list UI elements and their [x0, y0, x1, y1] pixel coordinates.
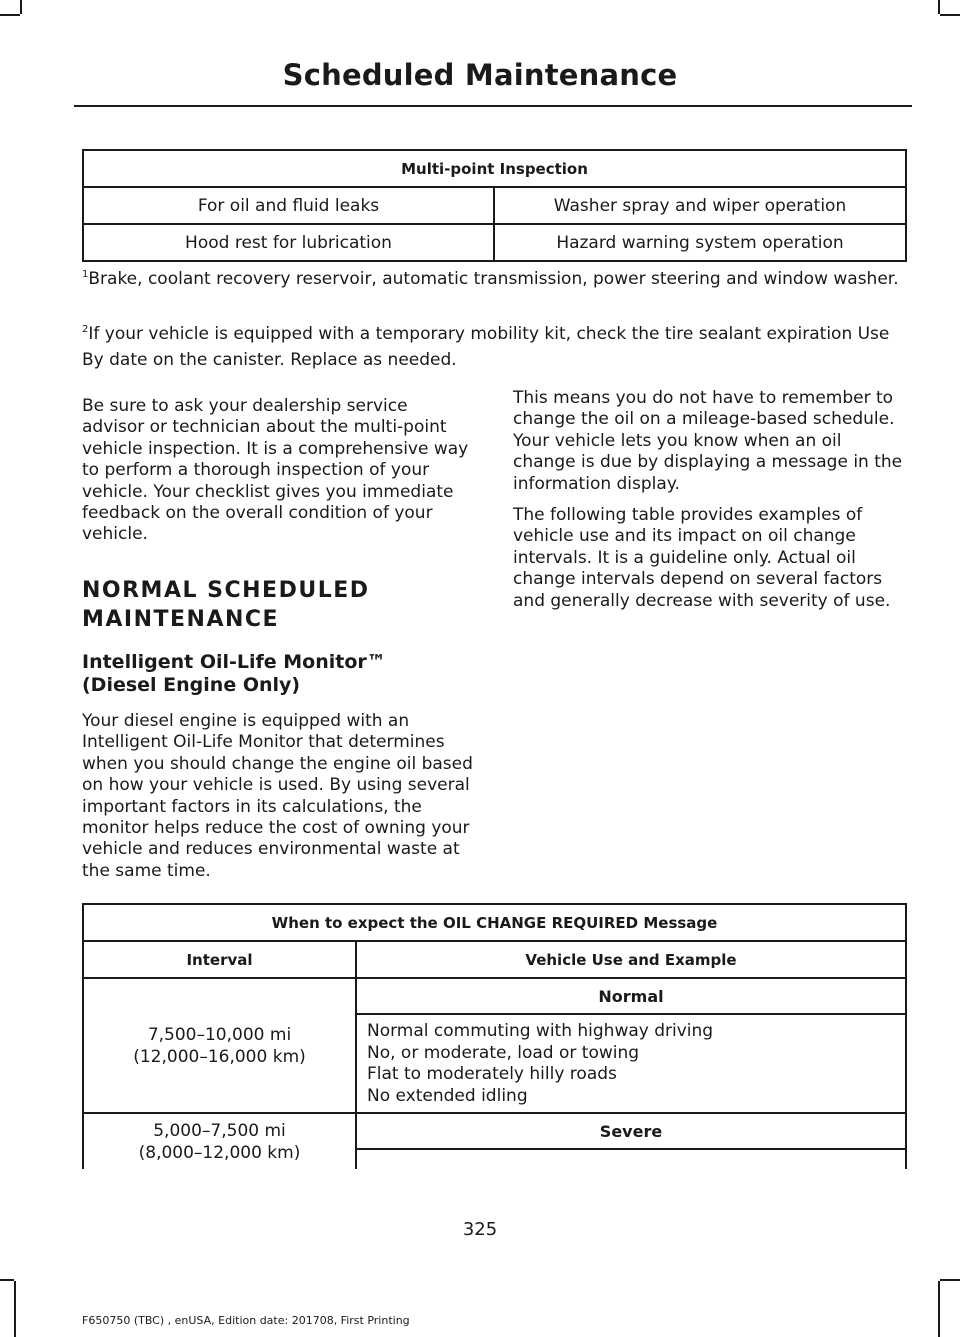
use-example: Normal commuting with highway driving: [367, 1021, 714, 1041]
crop-mark: [0, 1279, 14, 1281]
intro-text: Be sure to ask your dealership service advisor or technician about the multi-point vehicle inspection. It is a comprehensive way to perform a thorough inspection of your vehicle. Your checklist gives you immediate feedback on the overall condition of your vehicle.: [82, 396, 469, 545]
interval-normal: [83, 978, 356, 1113]
interval-km: (8,000–12,000 km): [138, 1143, 301, 1163]
interval-km: (12,000–16,000 km): [133, 1046, 306, 1067]
use-example: No, or moderate, load or towing: [367, 1042, 640, 1063]
crop-mark: [0, 14, 20, 16]
use-label-severe: Severe: [356, 1113, 906, 1149]
oil-monitor-text: Your diesel engine is equipped with an Intelligent Oil-Life Monitor that determines when you should change the engine oil based on how your vehicle is used. By using several important factors in its calculations, the monitor helps reduce the cost of owning your vehicle and reduces environmental waste at the same time.: [82, 711, 473, 881]
right-paragraph-1: This means you do not have to remember to change the oil on a mileage-based schedule. Your vehicle lets you know when an oil change is due by displaying a message in the information display.: [513, 388, 903, 494]
use-examples-severe: [356, 1149, 906, 1169]
table-cell: Washer spray and wiper operation: [494, 187, 906, 224]
section-heading-line: MAINTENANCE: [82, 607, 280, 632]
use-example: Flat to moderately hilly roads: [367, 1064, 617, 1084]
inspection-table: [82, 149, 907, 262]
oil-table-heading: When to expect the OIL CHANGE REQUIRED Message: [83, 904, 906, 941]
crop-mark: [20, 0, 22, 14]
header-rule: [74, 105, 912, 107]
interval-mi: 7,500–10,000 mi: [147, 1024, 292, 1045]
crop-mark: [938, 0, 940, 14]
crop-mark: [940, 1279, 960, 1281]
table-cell: Hazard warning system operation: [494, 224, 906, 261]
table-row: [83, 187, 906, 224]
section-heading: [82, 576, 370, 634]
interval-severe: [83, 1113, 356, 1169]
table-row: [83, 224, 906, 261]
table-row: [83, 1113, 906, 1149]
interval-mi: 5,000–7,500 mi: [153, 1121, 286, 1141]
right-column: [513, 388, 906, 612]
footer-text: F650750 (TBC) , enUSA, Edition date: 201708, First Printing: [82, 1314, 410, 1327]
page-number: 325: [462, 1219, 498, 1240]
subheading-line: (Diesel Engine Only): [82, 674, 301, 696]
intro-paragraph: [82, 396, 475, 546]
use-label-normal: Normal: [356, 978, 906, 1014]
use-examples-normal: [356, 1014, 906, 1113]
subheading-line: Intelligent Oil-Life Monitor™: [82, 651, 386, 673]
oil-monitor-paragraph: [82, 711, 475, 882]
footnote-text: Brake, coolant recovery reservoir, automatic transmission, power steering and window washer.: [88, 269, 899, 289]
crop-mark: [14, 1281, 16, 1337]
footnote-text: If your vehicle is equipped with a temporary mobility kit, check the tire sealant expiration Use By date on the canister. Replace as needed.: [82, 324, 890, 370]
section-heading-line: NORMAL SCHEDULED: [82, 578, 370, 603]
table-row: [83, 978, 906, 1014]
table-cell: For oil and fluid leaks: [83, 187, 494, 224]
oil-change-table: [82, 903, 907, 1169]
crop-mark: [938, 1281, 940, 1337]
use-example: No extended idling: [367, 1085, 528, 1106]
footnote-mark: 2: [82, 324, 89, 335]
crop-mark: [940, 14, 960, 16]
column-header-interval: Interval: [83, 941, 356, 978]
footnote-mark: 1: [82, 269, 89, 280]
page-title: Scheduled Maintenance: [282, 58, 678, 92]
inspection-table-heading: Multi-point Inspection: [83, 150, 906, 187]
column-header-use: Vehicle Use and Example: [356, 941, 906, 978]
footnote-1: [82, 266, 912, 292]
table-cell: Hood rest for lubrication: [83, 224, 494, 261]
footnote-2: [82, 321, 912, 373]
right-paragraph-2: The following table provides examples of vehicle use and its impact on oil change intervals. It is a guideline only. Actual oil change intervals depend on several factors and generally decrease with severity of use.: [513, 505, 891, 611]
subheading: [82, 651, 386, 697]
